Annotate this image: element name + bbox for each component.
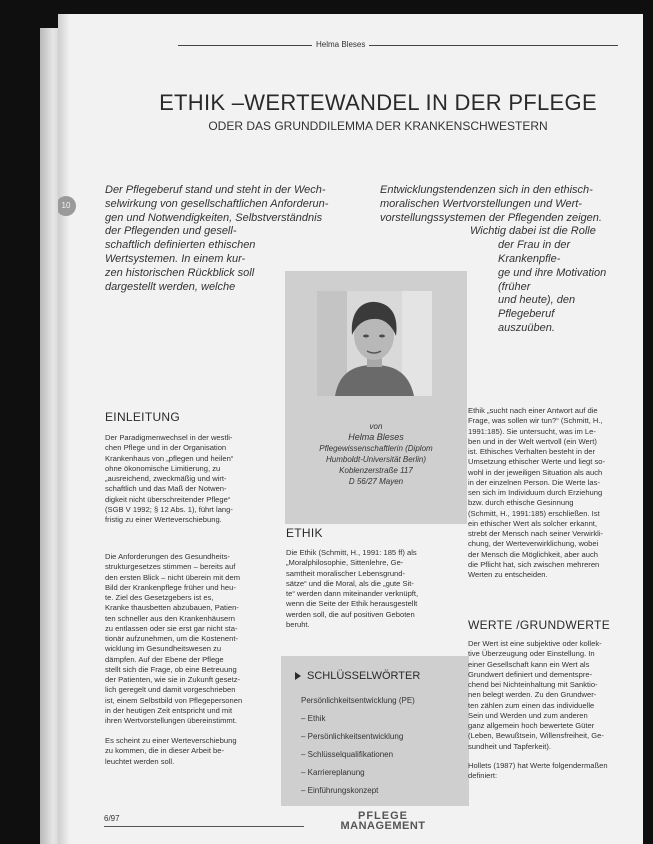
text-line: ganz allgemein hoch bewertete Güter [468,721,595,730]
caption-line: D 56/27 Mayen [348,477,404,486]
keyword-item: Persönlichkeitsentwicklung (PE) [301,696,415,705]
intro-line: der Pflegenden und gesell- [105,225,237,238]
keyword-item: – Schlüsselqualifikationen [301,750,394,759]
text-line: te“ werden dann miteinander verknüpft, [286,589,419,598]
text-line: schaftlich und das Maß der Notwen- [105,484,227,494]
text-line: Bild der Krankenpflege früher und heu- [105,582,236,592]
text-line: Frage, was sollen wir tun?“ (Schmitt, H., [468,416,603,426]
intro-line: Wertsystemen. In einem kur- [105,252,246,265]
text-line: 1991:185). Sie untersucht, was im Le- [468,426,596,436]
intro-line: ge und ihre Motivation (früher [498,266,607,293]
text-line: wicklung im Gesundheitswesen zu [105,644,222,654]
intro-line: der Frau in der Krankenpfle- [498,239,571,265]
text-line: ihren Wertvorstellungen übereinstimmt. [105,716,237,725]
logo-line-1: PFLEGE [357,810,408,822]
text-line: beruht. [286,619,310,629]
text-line: ist. Ethisches Verhalten besteht in der [468,447,596,456]
text-line: leuchtet werden soll. [105,756,175,766]
triangle-bullet-icon [295,672,301,680]
keywords-heading [295,670,420,682]
text-line: ein ethischer Wert als solcher erkannt, [468,518,598,528]
text-line: fristig zu einer Werteverschiebung. [105,515,222,524]
text-line: strebt der Mensch nach seiner Verwirkli- [468,529,604,538]
caption-line: Pflegewissenschaftlerin (Diplom [319,444,433,453]
text-line: einer Gesellschaft kann ein Wert als [468,659,590,669]
werte-paragraph-2 [468,761,634,782]
text-line: chen Pflege und in der Organisation [105,443,227,453]
heading-ethik: ETHIK [286,526,323,540]
text-line: tive Überzeugung oder Einstellung. In [468,649,595,659]
magazine-logo [323,810,443,832]
intro-line: vorstellungssystemen der Pflegenden zeigen. [380,211,602,224]
ethik-paragraph [286,548,458,630]
text-line: stellt sich die Frage, ob eine Betreuung [105,664,237,674]
intro-line: zen historischen Rückblick soll [105,266,255,279]
text-line: Hollets (1987) hat Werte folgendermaßen [468,761,608,770]
text-line: „Moralphilosophie, Sittenlehre, Ge- [286,558,404,568]
text-line: digkeit nicht überschreitender Pflege“ [105,494,231,504]
text-line: Die Ethik (Schmitt, H., 1991: 185 ff) als [286,548,417,557]
text-line: bzw. durch ethische Gesinnung [468,498,574,508]
text-line: den ersten Blick – nicht überein mit dem [105,572,241,582]
text-line: in der heutigen Zeit entspricht und mit [105,705,233,715]
text-line: ben und in der Welt wertvoll (ein Wert) [468,436,597,446]
article-title: ETHIK –WERTEWANDEL IN DER PFLEGE [159,90,597,115]
text-line: ten schneller aus den Krankenhäusern [105,613,236,623]
intro-line: Wichtig dabei ist die Rolle [470,225,596,238]
logo-line-2: MANAGEMENT [340,820,426,832]
caption-author: Helma Bleses [348,432,404,442]
author-photo-box [285,271,467,524]
text-line: „ausreichend, zweckmäßig und wirt- [105,474,227,483]
caption-line: Humboldt-Universität Berlin) [325,455,427,464]
text-line: der Patienten, wie sie in Zukunft gesetz- [105,675,241,684]
text-line: te. Ziel des Gesetzgebers ist es, [105,593,214,602]
text-line: Der Wert ist eine subjektive oder kollek- [468,639,602,648]
footer-rule [104,826,304,827]
text-line: sundheit und Tapferkeit). [468,741,552,751]
page-shadow [58,14,70,844]
photo-caption [285,421,467,487]
caption-line: von [369,422,383,431]
text-line: wohl in der jeweiligen Situation als auch [468,467,603,477]
text-line: nen belegt werden. Zu den Grundwer- [468,690,597,700]
text-line: ten zählen zum einen das individuelle [468,700,595,710]
intro-line: Entwicklungstendenzen sich in den ethisch- [380,184,593,196]
text-line: Grundwert definiert und dementspre- [468,669,593,679]
header-rule [178,45,618,46]
keyword-item: – Ethik [301,714,326,723]
text-line: tionär aufzunehmen, um die Kostenent- [105,634,238,643]
text-line: samtheit moralischer Lebensgrund- [286,568,406,578]
text-line: Ethik „sucht nach einer Antwort auf die [468,406,598,415]
caption-line: Koblenzerstraße 117 [339,466,413,475]
ethik-continued-paragraph [468,406,634,580]
text-line: ist, einem Selbstbild von Pflegepersonen [105,695,243,705]
magazine-page [58,14,643,844]
intro-line: und heute), den Pflegeberuf [498,294,576,321]
keywords-list [301,692,415,800]
keywords-heading-text: SCHLÜSSELWÖRTER [307,670,421,682]
text-line: werden soll, die auf positiven Geboten [286,609,415,619]
heading-werte: WERTE /GRUNDWERTE [468,618,610,632]
text-line: lich geregelt und damit vorgeschrieben [105,685,236,695]
intro-line: schaftlich definierten ethischen [105,239,256,252]
einleitung-paragraph-3 [105,736,277,767]
heading-einleitung: EINLEITUNG [105,410,181,424]
text-line: dämpfen. Auf der Ebene der Pflege [105,654,224,664]
text-line: die Pflicht hat, sich zwischen mehreren [468,559,600,569]
text-line: wenn die Seite der Ethik herausgestellt [286,599,418,609]
text-line: chung, der Werteverwirklichung, wobei [468,539,599,549]
text-line: definiert: [468,771,498,781]
keyword-item: – Persönlichkeitsentwicklung [301,732,404,741]
author-photo [317,291,432,396]
einleitung-paragraph-2 [105,552,277,726]
intro-line: Der Pflegeberuf stand und steht in der Wech- [105,184,326,196]
text-line: Kranke thausbetten abzubauen, Patien- [105,603,239,613]
intro-line: moralischen Wertvorstellungen und Wert- [380,197,582,210]
werte-paragraph [468,639,634,752]
text-line: Die Anforderungen des Gesundheits- [105,552,230,561]
intro-line: gen und Notwendigkeiten, Selbstverständnis [105,211,323,224]
text-line: (SGB V 1992; § 12 Abs. 1), führt lang- [105,504,233,514]
intro-line: dargestellt werden, welche [105,280,236,293]
keyword-item: – Einführungskonzept [301,786,379,795]
text-line: sätze“ und die Moral, als die „gute Sit- [286,578,414,588]
text-line: zu kommen, die in dieser Arbeit be- [105,746,225,756]
text-line: chend bei Nichteinhaltung mit Sanktio- [468,680,598,689]
text-line: (Leben, Bewußtsein, Willensfreiheit, Ge- [468,731,604,741]
text-line: der Mensch die Möglichkeit, aber auch [468,549,599,559]
keyword-item: – Karriereplanung [301,768,365,777]
issue-number: 6/97 [104,814,120,823]
text-line: sen sich im Individuum durch Erziehung [468,488,603,497]
page-marker-badge: 10 [58,196,76,216]
text-line: strukturgesetzes stimmen – bereits auf [105,562,236,572]
text-line: Es scheint zu einer Werteverschiebung [105,736,237,745]
article-subtitle: ODER DAS GRUNDDILEMMA DER KRANKENSCHWESTERN [208,119,548,133]
text-line: (Schmitt, H., 1991:185) erschließen. Ist [468,508,600,518]
text-line: Sein und Werden und zum anderen [468,710,588,720]
keywords-box [281,656,469,806]
text-line: Der Paradigmenwechsel in der westli- [105,433,233,442]
einleitung-paragraph [105,433,277,525]
text-line: Krankenhaus von „pflegen und heilen“ [105,453,234,463]
text-line: Werten zu entscheiden. [468,570,548,579]
text-line: Umsetzung ethischer Werte und liegt so- [468,457,606,467]
text-line: in der einzelnen Person. Die Werte las- [468,477,600,487]
text-line: ohne ökonomische Limitierung, zu [105,463,221,473]
intro-line: auszuüben. [498,321,555,334]
text-line: zu entlassen oder sie erst gar nicht sta- [105,623,238,633]
intro-line: selwirkung von gesellschaftlichen Anforderun- [105,197,329,210]
header-author: Helma Bleses [312,40,369,49]
